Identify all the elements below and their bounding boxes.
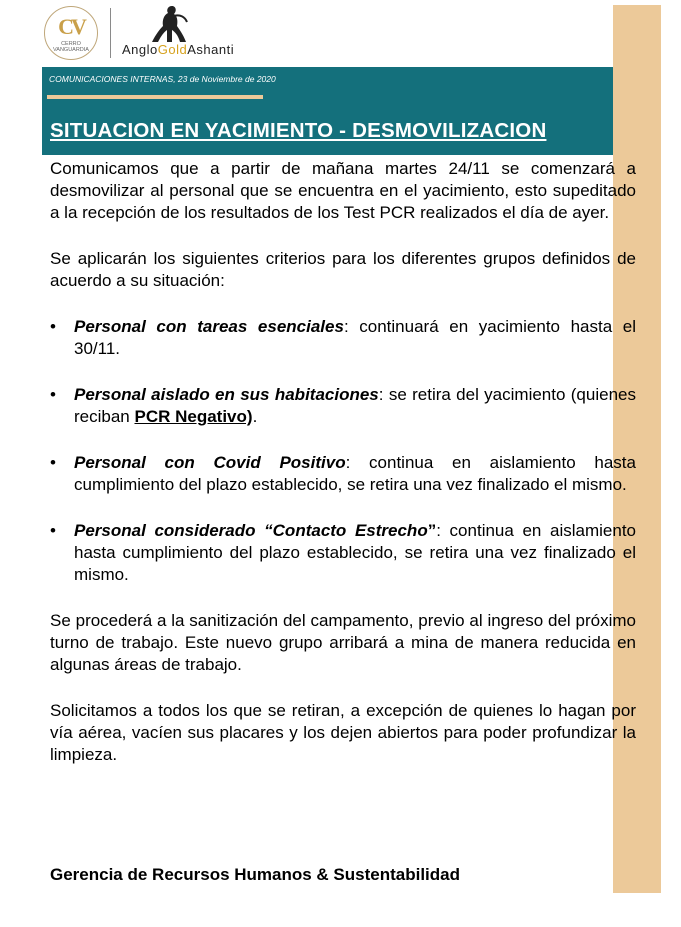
sanitization-paragraph: Se procederá a la sanitización del campamento, previo al ingreso del próximo turno de trabajo. Este nuevo grupo arribará a mina de manera reducida en algunas áreas de trabajo. xyxy=(50,611,636,674)
bullet-icon: • xyxy=(50,453,56,472)
cv-monogram-icon: CV xyxy=(58,14,84,39)
page-title: SITUACION EN YACIMIENTO - DESMOVILIZACION xyxy=(50,119,547,142)
anglogoldashanti-figure-icon xyxy=(150,4,192,44)
bullet-tail: . xyxy=(252,407,258,426)
bullet-icon: • xyxy=(50,521,56,540)
wordmark-part-gold: Gold xyxy=(157,42,188,57)
list-item xyxy=(50,520,636,586)
bullet-text: : continuará en yacimiento hasta el 30/11. xyxy=(74,317,637,358)
anglogoldashanti-wordmark xyxy=(122,42,234,57)
bullet-text: : se retira del yacimiento (quienes reciban xyxy=(74,385,636,426)
wordmark-part-ashanti: Ashanti xyxy=(187,42,235,57)
banner-date-line: COMUNICACIONES INTERNAS, 23 de Noviembre de 2020 xyxy=(49,74,276,84)
bullet-icon: • xyxy=(50,385,56,404)
bullet-heading: Personal con tareas esenciales xyxy=(74,317,344,336)
request-paragraph: Solicitamos a todos los que se retiran, a excepción de quienes lo hagan por vía aérea, vacíen sus placares y los dejen abiertos para poder profundizar la limpieza. xyxy=(50,701,636,764)
intro-paragraph: Comunicamos que a partir de mañana martes 24/11 se comenzará a desmovilizar al personal que se encuentra en el yacimiento, esto supeditado a la recepción de los resultados de los Test PCR realizados el día de ayer. xyxy=(50,159,636,222)
header-banner xyxy=(42,67,613,155)
bullet-heading: Personal con Covid Positivo xyxy=(74,453,346,472)
bullet-text: : continua en aislamiento hasta cumplimiento del plazo establecido, se retira una vez finalizado el mismo. xyxy=(74,453,636,494)
list-item xyxy=(50,452,636,496)
wordmark-part-anglo: Anglo xyxy=(122,42,158,57)
bullet-heading-quote: ” xyxy=(427,521,437,540)
banner-accent-bar xyxy=(47,95,263,99)
cv-logo-text: CERRO VANGUARDIA xyxy=(53,41,89,53)
document-body xyxy=(50,158,636,790)
bullet-text: : continua en aislamiento hasta cumplimiento del plazo establecido, se retira una vez finalizado el mismo. xyxy=(74,521,637,584)
cerro-vanguardia-logo xyxy=(44,6,98,60)
signature: Gerencia de Recursos Humanos & Sustentabilidad xyxy=(50,865,461,884)
bullet-icon: • xyxy=(50,317,56,336)
pcr-negativo-emphasis: PCR Negativo) xyxy=(134,407,253,426)
bullet-heading: Personal considerado “Contacto Estrecho xyxy=(74,521,428,540)
logo-divider xyxy=(110,8,111,58)
bullet-heading: Personal aislado en sus habitaciones xyxy=(74,385,379,404)
criteria-intro-paragraph: Se aplicarán los siguientes criterios para los diferentes grupos definidos de acuerdo a su situación: xyxy=(50,249,636,290)
list-item xyxy=(50,384,636,428)
list-item xyxy=(50,316,636,360)
